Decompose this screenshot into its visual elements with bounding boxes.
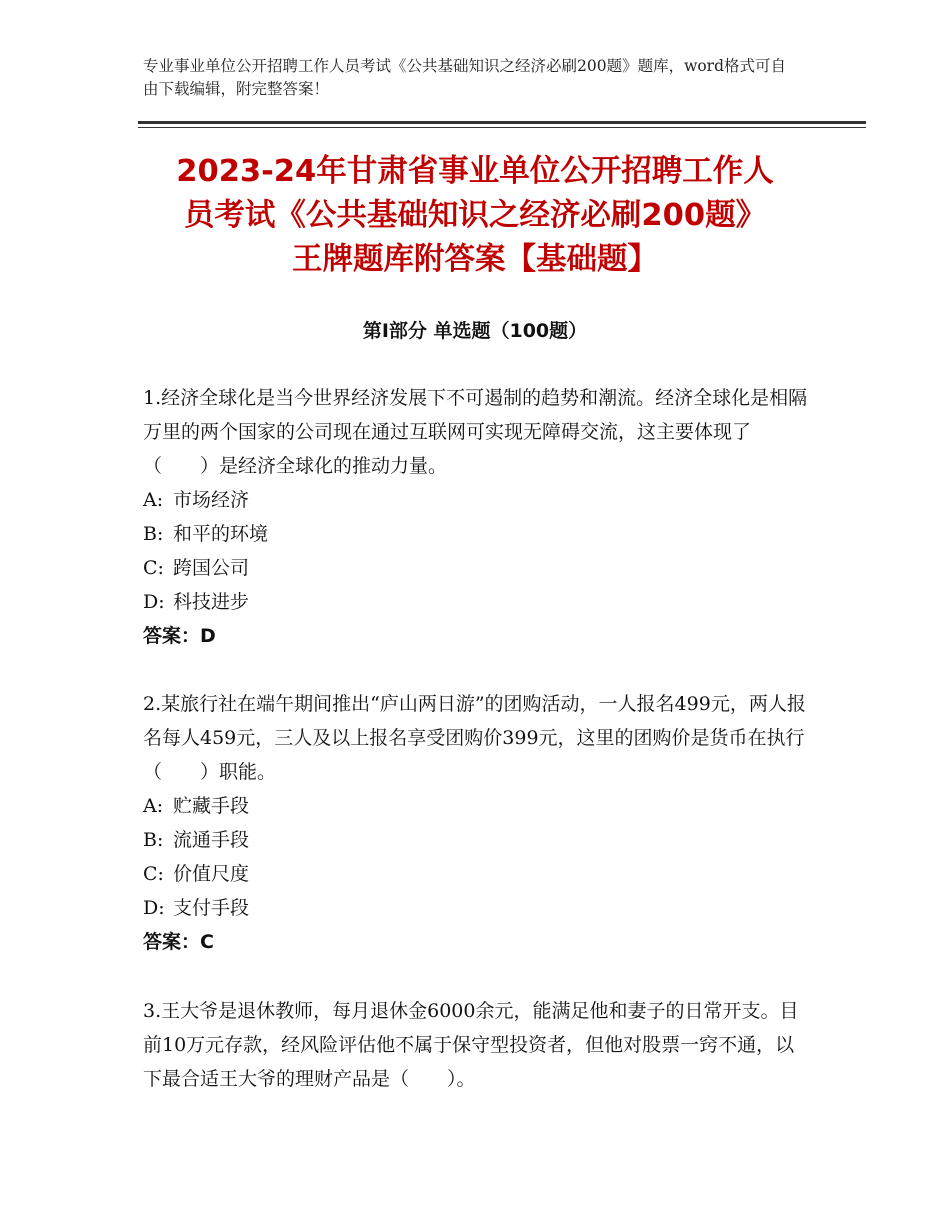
option-letter: C:: [143, 557, 164, 579]
header-rule-thick: [138, 121, 866, 124]
question-stem: 2.某旅行社在端午期间推出“庐山两日游”的团购活动，一人报名499元，两人报名每人459元，三人及以上报名享受团购价399元，这里的团购价是货币在执行（ ）职能。: [143, 693, 806, 783]
question-1: [143, 381, 813, 653]
option-letter: D:: [143, 591, 165, 613]
option-letter: A:: [143, 795, 164, 817]
option-text: 市场经济: [173, 489, 250, 511]
option-text: 科技进步: [173, 591, 250, 613]
question-option-a: [143, 789, 813, 823]
option-letter: A:: [143, 489, 164, 511]
question-2: [143, 687, 813, 959]
question-answer: 答案：C: [143, 931, 214, 953]
header-rule-thin: [138, 127, 866, 128]
question-answer: 答案：D: [143, 625, 216, 647]
question-option-c: [143, 551, 813, 585]
title-line: 王牌题库附答案【基础题】: [292, 242, 658, 277]
option-letter: B:: [143, 523, 164, 545]
option-letter: B:: [143, 829, 164, 851]
question-option-d: [143, 891, 813, 925]
option-text: 价值尺度: [173, 863, 250, 885]
document-title: [120, 150, 830, 282]
option-text: 支付手段: [173, 897, 250, 919]
title-line: 员考试《公共基础知识之经济必刷200题》: [183, 198, 767, 233]
question-stem: 1.经济全球化是当今世界经济发展下不可遏制的趋势和潮流。经济全球化是相隔万里的两个国家的公司现在通过互联网可实现无障碍交流，这主要体现了（ ）是经济全球化的推动力量。: [143, 387, 808, 477]
option-text: 和平的环境: [173, 523, 269, 545]
question-option-b: [143, 823, 813, 857]
option-letter: C:: [143, 863, 164, 885]
question-3: [143, 994, 813, 1096]
option-text: 流通手段: [173, 829, 250, 851]
option-text: 跨国公司: [173, 557, 250, 579]
title-line: 2023-24年甘肃省事业单位公开招聘工作人: [176, 154, 774, 189]
section-title: 第Ⅰ部分 单选题（100题）: [362, 320, 588, 342]
question-option-c: [143, 857, 813, 891]
question-option-a: [143, 483, 813, 517]
question-option-b: [143, 517, 813, 551]
header-note: 专业事业单位公开招聘工作人员考试《公共基础知识之经济必刷200题》题库，word格式可自由下载编辑，附完整答案！: [143, 57, 787, 98]
option-text: 贮藏手段: [173, 795, 250, 817]
question-option-d: [143, 585, 813, 619]
question-stem: 3.王大爷是退休教师，每月退休金6000余元，能满足他和妻子的日常开支。目前10万元存款，经风险评估他不属于保守型投资者，但他对股票一窍不通，以下最合适王大爷的理财产品是（ ）。: [143, 1000, 799, 1090]
option-letter: D:: [143, 897, 165, 919]
